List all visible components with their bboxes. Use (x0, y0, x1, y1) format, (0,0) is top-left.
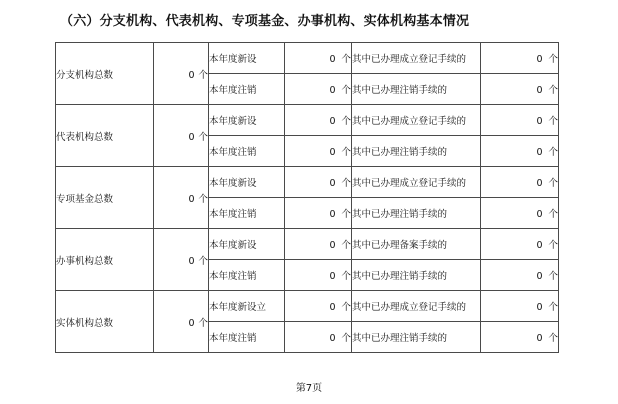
row-count: 0 (329, 147, 336, 158)
sub-count: 0 (536, 240, 543, 251)
category-name: 实体机构总数 (56, 291, 154, 353)
table-row (56, 229, 559, 260)
row-value (285, 229, 352, 260)
sub-label: 其中已办理注销手续的 (352, 198, 481, 229)
sub-count: 0 (536, 271, 543, 282)
row-count: 0 (329, 302, 336, 313)
sub-label: 其中已办理注销手续的 (352, 260, 481, 291)
row-value (285, 198, 352, 229)
row-count: 0 (329, 54, 336, 65)
table-row (56, 43, 559, 74)
sub-label: 其中已办理注销手续的 (352, 136, 481, 167)
unit-label: 个 (341, 209, 351, 220)
unit-label: 个 (548, 147, 558, 158)
row-value (285, 260, 352, 291)
unit-label: 个 (341, 178, 351, 189)
row-count: 0 (329, 116, 336, 127)
sub-value (481, 136, 559, 167)
category-total (154, 291, 209, 353)
section-title: （六）分支机构、代表机构、专项基金、办事机构、实体机构基本情况 (60, 14, 470, 29)
row-value (285, 43, 352, 74)
unit-label: 个 (548, 178, 558, 189)
row-label: 本年度注销 (209, 74, 285, 105)
unit-label: 个 (198, 69, 208, 81)
row-count: 0 (329, 209, 336, 220)
row-value (285, 74, 352, 105)
category-total (154, 167, 209, 229)
sub-label: 其中已办理成立登记手续的 (352, 291, 481, 322)
unit-label: 个 (341, 240, 351, 251)
category-total (154, 43, 209, 105)
sub-value (481, 43, 559, 74)
sub-count: 0 (536, 85, 543, 96)
sub-label: 其中已办理成立登记手续的 (352, 167, 481, 198)
sub-value (481, 74, 559, 105)
row-label: 本年度注销 (209, 322, 285, 353)
table-row (56, 291, 559, 322)
unit-label: 个 (341, 271, 351, 282)
row-label: 本年度新设立 (209, 291, 285, 322)
unit-label: 个 (548, 54, 558, 65)
sub-count: 0 (536, 54, 543, 65)
row-count: 0 (329, 333, 336, 344)
category-count: 0 (188, 69, 195, 81)
sub-count: 0 (536, 302, 543, 313)
sub-value (481, 167, 559, 198)
sub-value (481, 322, 559, 353)
sub-count: 0 (536, 147, 543, 158)
sub-label: 其中已办理注销手续的 (352, 322, 481, 353)
row-count: 0 (329, 240, 336, 251)
category-name: 分支机构总数 (56, 43, 154, 105)
unit-label: 个 (341, 333, 351, 344)
category-name: 代表机构总数 (56, 105, 154, 167)
table-row (56, 105, 559, 136)
page-number: 第7页 (295, 383, 323, 394)
unit-label: 个 (548, 333, 558, 344)
category-count: 0 (188, 193, 195, 205)
row-value (285, 291, 352, 322)
unit-label: 个 (198, 193, 208, 205)
unit-label: 个 (548, 302, 558, 313)
unit-label: 个 (341, 85, 351, 96)
unit-label: 个 (548, 85, 558, 96)
unit-label: 个 (341, 302, 351, 313)
unit-label: 个 (341, 116, 351, 127)
row-label: 本年度新设 (209, 43, 285, 74)
category-count: 0 (188, 255, 195, 267)
unit-label: 个 (198, 317, 208, 329)
row-label: 本年度新设 (209, 105, 285, 136)
category-count: 0 (188, 131, 195, 143)
sub-value (481, 105, 559, 136)
sub-value (481, 291, 559, 322)
category-count: 0 (188, 317, 195, 329)
unit-label: 个 (198, 255, 208, 267)
sub-value (481, 229, 559, 260)
sub-value (481, 260, 559, 291)
sub-count: 0 (536, 333, 543, 344)
unit-label: 个 (548, 209, 558, 220)
category-total (154, 229, 209, 291)
unit-label: 个 (341, 147, 351, 158)
row-value (285, 136, 352, 167)
unit-label: 个 (341, 54, 351, 65)
sub-count: 0 (536, 178, 543, 189)
sub-label: 其中已办理成立登记手续的 (352, 105, 481, 136)
sub-count: 0 (536, 209, 543, 220)
sub-label: 其中已办理备案手续的 (352, 229, 481, 260)
row-label: 本年度新设 (209, 229, 285, 260)
category-total (154, 105, 209, 167)
table-row (56, 167, 559, 198)
row-value (285, 167, 352, 198)
row-value (285, 322, 352, 353)
unit-label: 个 (548, 240, 558, 251)
unit-label: 个 (198, 131, 208, 143)
row-label: 本年度注销 (209, 260, 285, 291)
row-count: 0 (329, 271, 336, 282)
sub-count: 0 (536, 116, 543, 127)
category-name: 办事机构总数 (56, 229, 154, 291)
category-name: 专项基金总数 (56, 167, 154, 229)
sub-label: 其中已办理注销手续的 (352, 74, 481, 105)
row-count: 0 (329, 178, 336, 189)
row-count: 0 (329, 85, 336, 96)
row-label: 本年度注销 (209, 136, 285, 167)
unit-label: 个 (548, 271, 558, 282)
row-label: 本年度注销 (209, 198, 285, 229)
row-label: 本年度新设 (209, 167, 285, 198)
sub-label: 其中已办理成立登记手续的 (352, 43, 481, 74)
unit-label: 个 (548, 116, 558, 127)
institutions-table (55, 42, 559, 353)
row-value (285, 105, 352, 136)
sub-value (481, 198, 559, 229)
